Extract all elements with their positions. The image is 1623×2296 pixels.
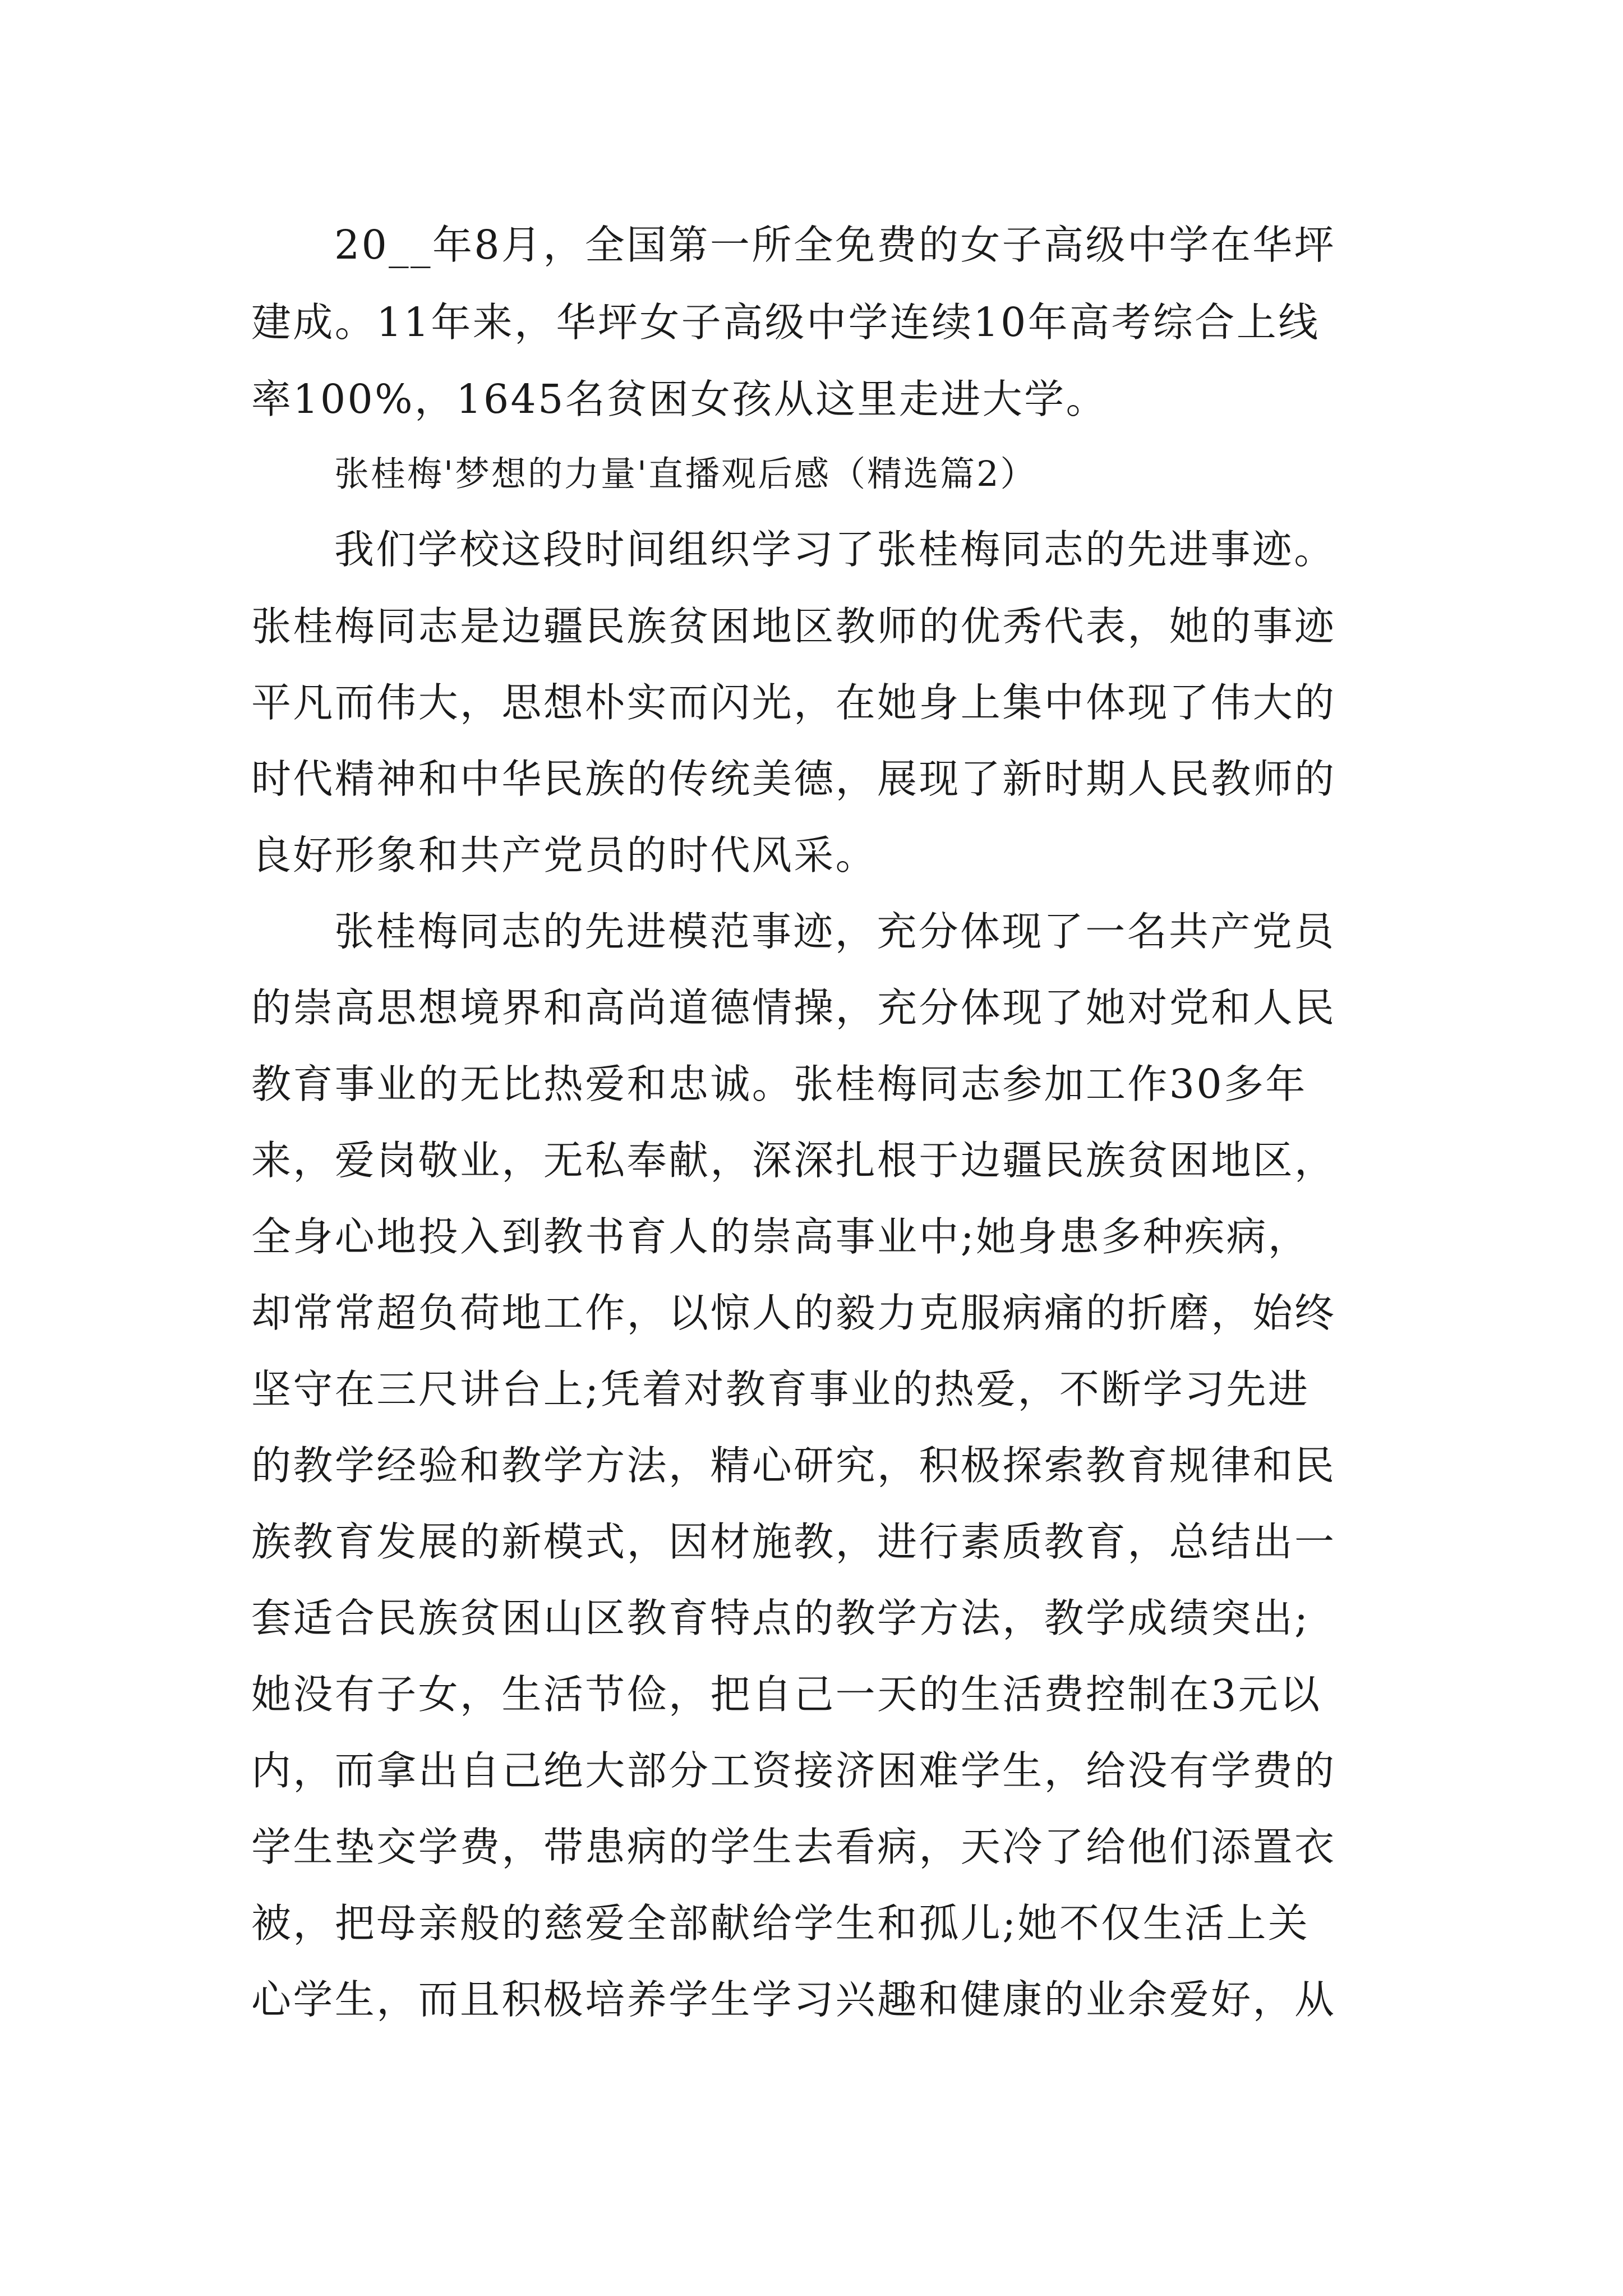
text-line: 的教学经验和教学方法，精心研究，积极探索教育规律和民 [251,1442,1336,1489]
text-line: 族教育发展的新模式，因材施教，进行素质教育，总结出一 [251,1519,1336,1565]
text-line: 全身心地投入到教书育人的崇高事业中;她身患多种疾病， [251,1213,1310,1260]
text-line: 良好形象和共产党员的时代风采。 [251,832,878,878]
text-line: 被，把母亲般的慈爱全部献给学生和孤儿;她不仅生活上关 [251,1900,1310,1947]
text-line: 我们学校这段时间组织学习了张桂梅同志的先进事迹。 [334,526,1336,573]
text-line: 心学生，而且积极培养学生学习兴趣和健康的业余爱好，从 [251,1976,1336,2023]
text-line: 内，而拿出自己绝大部分工资接济困难学生，给没有学费的 [251,1747,1336,1794]
text-line: 套适合民族贫困山区教育特点的教学方法，教学成绩突出; [251,1595,1310,1641]
text-line: 平凡而伟大，思想朴实而闪光，在她身上集中体现了伟大的 [251,679,1336,726]
text-line: 时代精神和中华民族的传统美德，展现了新时期人民教师的 [251,756,1336,802]
text-line: 她没有子女，生活节俭，把自己一天的生活费控制在3元以 [251,1671,1322,1718]
text-line: 却常常超负荷地工作，以惊人的毅力克服病痛的折磨，始终 [251,1290,1336,1336]
text-line: 教育事业的无比热爱和忠诚。张桂梅同志参加工作30多年 [251,1061,1307,1107]
text-line: 建成。11年来，华坪女子高级中学连续10年高考综合上线 [251,299,1320,346]
text-line: 20__年8月，全国第一所全免费的女子高级中学在华坪 [334,222,1336,268]
text-line: 学生垫交学费，带患病的学生去看病，天冷了给他们添置衣 [251,1824,1336,1870]
text-line: 的崇高思想境界和高尚道德情操，充分体现了她对党和人民 [251,984,1336,1031]
section-heading: 张桂梅'梦想的力量'直播观后感（精选篇2） [334,453,1037,494]
text-line: 来，爱岗敬业，无私奉献，深深扎根于边疆民族贫困地区， [251,1137,1336,1184]
text-line: 张桂梅同志的先进模范事迹，充分体现了一名共产党员 [334,908,1336,955]
text-line: 坚守在三尺讲台上;凭着对教育事业的热爱，不断学习先进 [251,1366,1310,1412]
text-line: 率100%，1645名贫困女孩从这里走进大学。 [251,376,1108,422]
text-line: 张桂梅同志是边疆民族贫困地区教师的优秀代表，她的事迹 [251,603,1336,650]
